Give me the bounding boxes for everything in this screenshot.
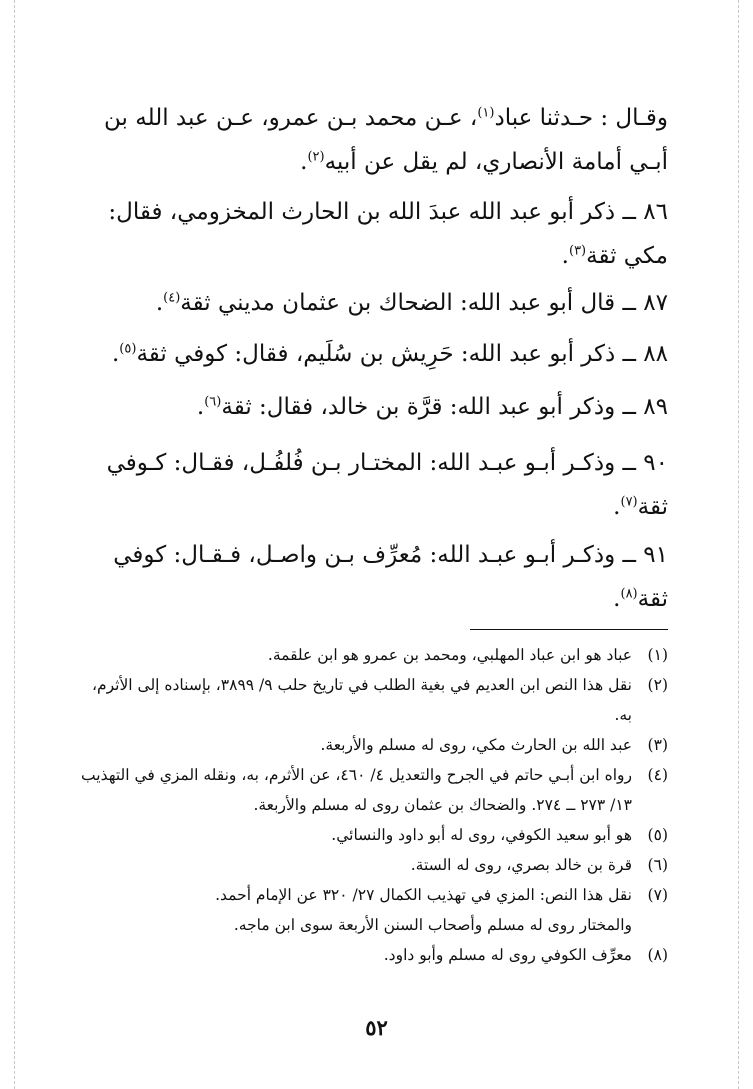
entry-89-end: . (196, 394, 205, 420)
entry-87-text: ٨٧ ــ قال أبو عبد الله: الضحاك بن عثمان مديني ثقة (180, 290, 668, 316)
footnote-7 (78, 880, 668, 940)
footnote-ref-7[interactable]: (٧) (620, 494, 638, 510)
footnote-ref-4[interactable]: (٤) (163, 290, 181, 306)
entry-86-end: . (561, 243, 569, 269)
entry-90-end: . (613, 494, 621, 520)
footnote-text: هو أبو سعيد الكوفي، روى له أبو داود والنسائي. (331, 826, 632, 844)
footnote-ref-3[interactable]: (٣) (568, 243, 587, 259)
footnote-number: (٤) (647, 766, 668, 784)
scan-margin-line-left (14, 0, 15, 1089)
entry-86-text: ٨٦ ــ ذكر أبو عبد الله عبدَ الله بن الحارث المخزومي، فقال: مكي ثقة (108, 199, 668, 269)
entry-91-end: . (613, 586, 621, 612)
footnote-number: (٢) (647, 676, 668, 694)
body-paragraph-intro (78, 96, 668, 184)
intro-end: . (300, 149, 308, 175)
entry-87 (78, 281, 668, 325)
footnote-text: نقل هذا النص ابن العديم في بغية الطلب في تاريخ حلب ٩/ ٣٨٩٩، بإسناده إلى الأثرم، به. (92, 676, 632, 724)
footnote-separator (470, 629, 668, 630)
entry-88 (78, 332, 668, 376)
entry-88-end: . (111, 341, 120, 367)
footnote-6 (78, 850, 668, 880)
entry-91 (78, 533, 668, 621)
footnote-text-line2: والمختار روى له مسلم وأصحاب السنن الأربعة سوى ابن ماجه. (233, 916, 632, 934)
footnote-number: (٣) (647, 736, 668, 754)
footnote-4 (78, 760, 668, 820)
footnote-8 (78, 940, 668, 970)
intro-text-part2: ، عـن محمد بـن عمرو، عـن عبد الله بن أبـي أمامة الأنصاري، لم يقل عن أبيه (104, 105, 668, 175)
scan-margin-line-right (738, 0, 739, 1089)
footnote-ref-1[interactable]: (١) (477, 105, 495, 121)
footnote-3 (78, 730, 668, 760)
footnote-ref-2[interactable]: (٢) (307, 149, 325, 165)
footnotes-section (78, 640, 668, 970)
footnote-text: عباد هو ابن عباد المهلبي، ومحمد بن عمرو هو ابن علقمة. (267, 646, 632, 664)
page-number: ٥٢ (365, 1015, 388, 1040)
entry-86 (78, 190, 668, 278)
entry-90 (78, 441, 668, 529)
footnote-text: رواه ابن أبـي حاتم في الجرح والتعديل ٤/ ٤٦٠، عن الأثرم، به، ونقله المزي في التهذيب ١٣/ ٢٧٣ ــ ٢٧٤. والضحاك بن عثمان روى له مسلم والأربعة. (81, 766, 632, 814)
footnote-number: (٥) (647, 826, 668, 844)
footnote-number: (٦) (647, 856, 668, 874)
footnote-number: (٧) (647, 886, 668, 904)
entry-89-text: ٨٩ ــ وذكر أبو عبد الله: قرَّة بن خالد، فقال: ثقة (221, 394, 668, 420)
footnote-text (78, 880, 632, 940)
footnote-text: قرة بن خالد بصري، روى له الستة. (410, 856, 632, 874)
footnote-ref-6[interactable]: (٦) (204, 394, 222, 410)
footnote-ref-8[interactable]: (٨) (620, 586, 638, 602)
footnote-number: (٨) (647, 946, 668, 964)
footnote-text: عبد الله بن الحارث مكي، روى له مسلم والأربعة. (320, 736, 632, 754)
footnote-5 (78, 820, 668, 850)
entry-89 (78, 385, 668, 429)
intro-text-part1: وقـال : حـدثنا عباد (494, 105, 668, 131)
footnote-2 (78, 670, 668, 730)
entry-90-text: ٩٠ ــ وذكـر أبـو عبـد الله: المختـار بـن فُلفُـل، فقـال: كـوفي ثقة (106, 450, 668, 520)
footnote-1 (78, 640, 668, 670)
footnote-ref-5[interactable]: (٥) (119, 341, 137, 357)
footnote-text-line1: نقل هذا النص: المزي في تهذيب الكمال ٢٧/ ٣٢٠ عن الإمام أحمد. (215, 886, 632, 904)
entry-88-text: ٨٨ ــ ذكر أبو عبد الله: حَرِيش بن سُلَيم، فقال: كوفي ثقة (136, 341, 668, 367)
entry-91-text: ٩١ ــ وذكـر أبـو عبـد الله: مُعرِّف بـن واصـل، فـقـال: كوفي ثقة (113, 542, 668, 612)
entry-87-end: . (155, 290, 164, 316)
footnote-number: (١) (647, 646, 668, 664)
footnote-text: معرِّف الكوفي روى له مسلم وأبو داود. (383, 946, 632, 964)
